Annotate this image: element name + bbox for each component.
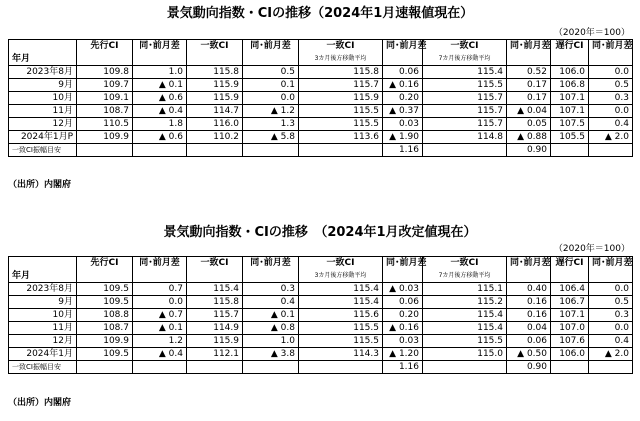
table-cell: 0.3 (589, 309, 633, 322)
table-cell: ▲ 2.0 (589, 131, 633, 144)
header-text: 前月差 (152, 41, 180, 52)
header-text: 前月差 (399, 41, 427, 52)
subheader-7m: 7カ月後方移動平均 (423, 270, 507, 283)
table-cell: ▲ 0.1 (133, 322, 187, 335)
table-cell: 107.5 (551, 118, 589, 131)
table-cell: 0.17 (507, 92, 551, 105)
table-cell: ▲ 0.03 (383, 283, 423, 296)
empty-cell (133, 53, 187, 66)
table-cell: 114.3 (299, 348, 383, 361)
table-cell: 116.0 (187, 118, 243, 131)
table-cell: 0.16 (507, 309, 551, 322)
subheader-3m: 3カ月後方移動平均 (299, 53, 383, 66)
table-cell: 109.5 (77, 348, 133, 361)
col-header: 遅行CI (551, 257, 589, 270)
col-header: 遅行CI (551, 40, 589, 53)
table-cell: ▲ 0.8 (243, 322, 299, 335)
table-cell: 115.8 (187, 296, 243, 309)
table-cell: 115.7 (423, 118, 507, 131)
table-cell: 0.4 (589, 118, 633, 131)
table-cell: 112.1 (187, 348, 243, 361)
empty-cell (133, 270, 187, 283)
table-cell: ▲ 0.4 (133, 348, 187, 361)
empty-cell (133, 144, 187, 157)
col-header: 一致CI (299, 40, 383, 53)
table-cell: 108.8 (77, 309, 133, 322)
table-cell: ▲ 1.20 (383, 348, 423, 361)
table-cell: 0.20 (383, 92, 423, 105)
table-cell: 108.7 (77, 105, 133, 118)
table-cell: 0.04 (507, 322, 551, 335)
col-header: 一致CI (423, 40, 507, 53)
header-row (9, 257, 633, 270)
ci-table-revised (8, 256, 633, 374)
table-cell: 115.8 (187, 66, 243, 79)
note-value-3m: 1.16 (383, 144, 423, 157)
table-cell: 115.9 (187, 79, 243, 92)
table-cell: 0.0 (589, 105, 633, 118)
table-cell: 107.1 (551, 309, 589, 322)
table-row (9, 322, 633, 335)
header-prefix: 同 (592, 258, 602, 269)
table1-source: （出所）内閣府 (8, 180, 72, 190)
row-label: 12月 (9, 118, 77, 131)
row-label: 9月 (9, 79, 77, 92)
table-cell: 115.7 (299, 79, 383, 92)
table-cell: 114.8 (423, 131, 507, 144)
header-prefix: 同 (510, 258, 520, 269)
table1-unit: （2020年＝100） (553, 28, 630, 38)
row-label: 10月 (9, 92, 77, 105)
subheader-row (9, 270, 633, 283)
note-value-7m: 0.90 (507, 361, 551, 374)
table-cell: ▲ 0.50 (507, 348, 551, 361)
col-header: 同･前月差 (507, 40, 551, 53)
empty-cell (589, 270, 633, 283)
table-cell: ▲ 0.6 (133, 131, 187, 144)
table-cell: ▲ 5.8 (243, 131, 299, 144)
table-cell: ▲ 0.37 (383, 105, 423, 118)
table-cell: ▲ 0.4 (133, 105, 187, 118)
table-cell: 0.7 (133, 283, 187, 296)
table-cell: 115.5 (299, 105, 383, 118)
table-cell: 109.5 (77, 283, 133, 296)
empty-cell (77, 270, 133, 283)
table-cell: 115.4 (423, 322, 507, 335)
row-label: 2024年1月P (9, 131, 77, 144)
subheader-row (9, 53, 633, 66)
table-cell: ▲ 0.04 (507, 105, 551, 118)
table-cell: 0.4 (589, 335, 633, 348)
empty-cell (243, 270, 299, 283)
table-cell: 0.3 (589, 92, 633, 105)
header-prefix: 同 (250, 258, 260, 269)
table-cell: 115.4 (299, 283, 383, 296)
empty-cell (423, 361, 507, 374)
col-header: 先行CI (77, 40, 133, 53)
table-cell: 113.6 (299, 131, 383, 144)
table-cell: 0.0 (243, 92, 299, 105)
table-cell: 114.9 (187, 322, 243, 335)
col-header: 同･前月差 (133, 40, 187, 53)
table-cell: 115.7 (187, 309, 243, 322)
table-cell: 0.40 (507, 283, 551, 296)
table-row (9, 309, 633, 322)
table-cell: 0.05 (507, 118, 551, 131)
table-cell: ▲ 0.6 (133, 92, 187, 105)
header-text: 前月差 (152, 258, 180, 269)
year-month-label: 年月 (9, 270, 77, 283)
table-cell: 109.7 (77, 79, 133, 92)
row-label: 9月 (9, 296, 77, 309)
col-header: 同･前月差 (243, 257, 299, 270)
table-cell: 0.06 (507, 335, 551, 348)
table-cell: 115.6 (299, 309, 383, 322)
table-cell: 115.4 (423, 309, 507, 322)
table-cell: 0.0 (589, 283, 633, 296)
note-label: 一致CI振幅目安 (9, 144, 77, 157)
table2-source: （出所）内閣府 (8, 398, 72, 408)
header-text: 前月差 (605, 41, 633, 52)
empty-cell (299, 361, 383, 374)
table-cell: 115.0 (423, 348, 507, 361)
table-cell: 1.8 (133, 118, 187, 131)
table-cell: 115.5 (299, 335, 383, 348)
ci-table-preliminary (8, 39, 633, 157)
table-cell: 115.9 (299, 92, 383, 105)
corner-cell (9, 257, 77, 270)
table-cell: 0.16 (507, 296, 551, 309)
col-header: 一致CI (187, 257, 243, 270)
empty-cell (551, 270, 589, 283)
table1-title: 景気動向指数・CIの推移（2024年1月速報値現在） (166, 6, 474, 21)
table-cell: 106.0 (551, 348, 589, 361)
note-row (9, 144, 633, 157)
header-prefix: 同 (510, 41, 520, 52)
header-text: 前月差 (523, 258, 551, 269)
table-row (9, 79, 633, 92)
row-label: 2023年8月 (9, 283, 77, 296)
row-label: 10月 (9, 309, 77, 322)
table-cell: 109.8 (77, 66, 133, 79)
empty-cell (187, 53, 243, 66)
empty-cell (243, 361, 299, 374)
table-cell: 1.0 (243, 335, 299, 348)
table-cell: 110.5 (77, 118, 133, 131)
header-prefix: 同 (139, 41, 149, 52)
header-text: 前月差 (263, 258, 291, 269)
table-cell: ▲ 0.1 (243, 309, 299, 322)
table-cell: ▲ 1.2 (243, 105, 299, 118)
table-cell: ▲ 0.88 (507, 131, 551, 144)
table-cell: 1.3 (243, 118, 299, 131)
table-row (9, 283, 633, 296)
table-cell: 0.52 (507, 66, 551, 79)
header-prefix: 同 (386, 258, 396, 269)
table-row (9, 105, 633, 118)
table-cell: 109.9 (77, 335, 133, 348)
table-cell: 115.9 (187, 335, 243, 348)
header-prefix: 同 (139, 258, 149, 269)
table-cell: 0.5 (589, 296, 633, 309)
col-header: 同･前月差 (383, 40, 423, 53)
empty-cell (77, 361, 133, 374)
table2-unit: （2020年＝100） (553, 244, 630, 254)
table2-body (9, 283, 633, 361)
table-cell: 107.6 (551, 335, 589, 348)
table-cell: 0.5 (243, 66, 299, 79)
table-cell: ▲ 0.16 (383, 79, 423, 92)
table-cell: 115.4 (299, 296, 383, 309)
row-label: 11月 (9, 105, 77, 118)
subheader-7m: 7カ月後方移動平均 (423, 53, 507, 66)
empty-cell (299, 144, 383, 157)
col-header: 同･前月差 (507, 257, 551, 270)
row-label: 11月 (9, 322, 77, 335)
table-cell: 0.5 (589, 79, 633, 92)
header-text: 前月差 (523, 41, 551, 52)
table-cell: 115.5 (423, 335, 507, 348)
col-header: 一致CI (299, 257, 383, 270)
table-cell: 108.7 (77, 322, 133, 335)
table-cell: 0.06 (383, 296, 423, 309)
note-value-3m: 1.16 (383, 361, 423, 374)
table-cell: 115.4 (187, 283, 243, 296)
table-cell: 105.5 (551, 131, 589, 144)
table-row (9, 348, 633, 361)
table-cell: 0.0 (133, 296, 187, 309)
header-text: 前月差 (605, 258, 633, 269)
table-cell: 115.8 (299, 66, 383, 79)
table2-title: 景気動向指数・CIの推移 （2024年1月改定値現在） (163, 225, 477, 240)
empty-cell (589, 53, 633, 66)
empty-cell (77, 144, 133, 157)
table-cell: 1.0 (133, 66, 187, 79)
table-cell: 0.4 (243, 296, 299, 309)
table-cell: 115.1 (423, 283, 507, 296)
table-cell: 115.5 (299, 322, 383, 335)
empty-cell (551, 361, 589, 374)
empty-cell (77, 53, 133, 66)
header-row (9, 40, 633, 53)
header-prefix: 同 (592, 41, 602, 52)
table-cell: 106.4 (551, 283, 589, 296)
table-cell: ▲ 0.1 (133, 79, 187, 92)
row-label: 12月 (9, 335, 77, 348)
empty-cell (243, 53, 299, 66)
col-header: 一致CI (187, 40, 243, 53)
table-cell: 107.1 (551, 105, 589, 118)
table-row (9, 131, 633, 144)
col-header: 一致CI (423, 257, 507, 270)
table-cell: ▲ 0.16 (383, 322, 423, 335)
table-cell: 0.0 (589, 66, 633, 79)
table-cell: ▲ 3.8 (243, 348, 299, 361)
empty-cell (383, 270, 423, 283)
year-month-label: 年月 (9, 53, 77, 66)
header-text: 前月差 (399, 258, 427, 269)
empty-cell (383, 53, 423, 66)
table-cell: 110.2 (187, 131, 243, 144)
table-cell: 107.0 (551, 322, 589, 335)
table-cell: 115.5 (299, 118, 383, 131)
table-cell: 0.20 (383, 309, 423, 322)
table-cell: ▲ 2.0 (589, 348, 633, 361)
table-cell: 107.1 (551, 92, 589, 105)
subheader-3m: 3カ月後方移動平均 (299, 270, 383, 283)
header-text: 前月差 (263, 41, 291, 52)
empty-cell (187, 361, 243, 374)
empty-cell (551, 144, 589, 157)
table-cell: 0.06 (383, 66, 423, 79)
table-cell: 115.9 (187, 92, 243, 105)
table-cell: 115.4 (423, 66, 507, 79)
header-prefix: 同 (250, 41, 260, 52)
table-row (9, 92, 633, 105)
empty-cell (133, 361, 187, 374)
empty-cell (507, 270, 551, 283)
table-cell: 106.8 (551, 79, 589, 92)
empty-cell (423, 144, 507, 157)
col-header: 先行CI (77, 257, 133, 270)
note-row (9, 361, 633, 374)
table-row (9, 66, 633, 79)
table-cell: 114.7 (187, 105, 243, 118)
empty-cell (187, 270, 243, 283)
table-cell: 115.7 (423, 105, 507, 118)
empty-cell (243, 144, 299, 157)
note-value-7m: 0.90 (507, 144, 551, 157)
table-cell: 0.0 (589, 322, 633, 335)
table-cell: 109.9 (77, 131, 133, 144)
note-label: 一致CI振幅目安 (9, 361, 77, 374)
table-cell: 0.03 (383, 118, 423, 131)
table-row (9, 296, 633, 309)
table-row (9, 118, 633, 131)
table1-body (9, 66, 633, 144)
table-cell: 115.7 (423, 92, 507, 105)
table-cell: 109.1 (77, 92, 133, 105)
col-header: 同･前月差 (383, 257, 423, 270)
table-cell: 109.5 (77, 296, 133, 309)
table-cell: 0.3 (243, 283, 299, 296)
table-cell: 115.2 (423, 296, 507, 309)
corner-cell (9, 40, 77, 53)
table-cell: ▲ 1.90 (383, 131, 423, 144)
empty-cell (187, 144, 243, 157)
row-label: 2024年1月 (9, 348, 77, 361)
table-cell: 0.1 (243, 79, 299, 92)
col-header: 同･前月差 (589, 40, 633, 53)
header-prefix: 同 (386, 41, 396, 52)
table-cell: 115.5 (423, 79, 507, 92)
table-cell: ▲ 0.7 (133, 309, 187, 322)
table-cell: 0.17 (507, 79, 551, 92)
table-cell: 106.0 (551, 66, 589, 79)
table-row (9, 335, 633, 348)
col-header: 同･前月差 (243, 40, 299, 53)
table-cell: 0.03 (383, 335, 423, 348)
empty-cell (589, 361, 633, 374)
table-cell: 1.2 (133, 335, 187, 348)
empty-cell (551, 53, 589, 66)
empty-cell (507, 53, 551, 66)
col-header: 同･前月差 (589, 257, 633, 270)
table-cell: 106.7 (551, 296, 589, 309)
empty-cell (589, 144, 633, 157)
row-label: 2023年8月 (9, 66, 77, 79)
col-header: 同･前月差 (133, 257, 187, 270)
